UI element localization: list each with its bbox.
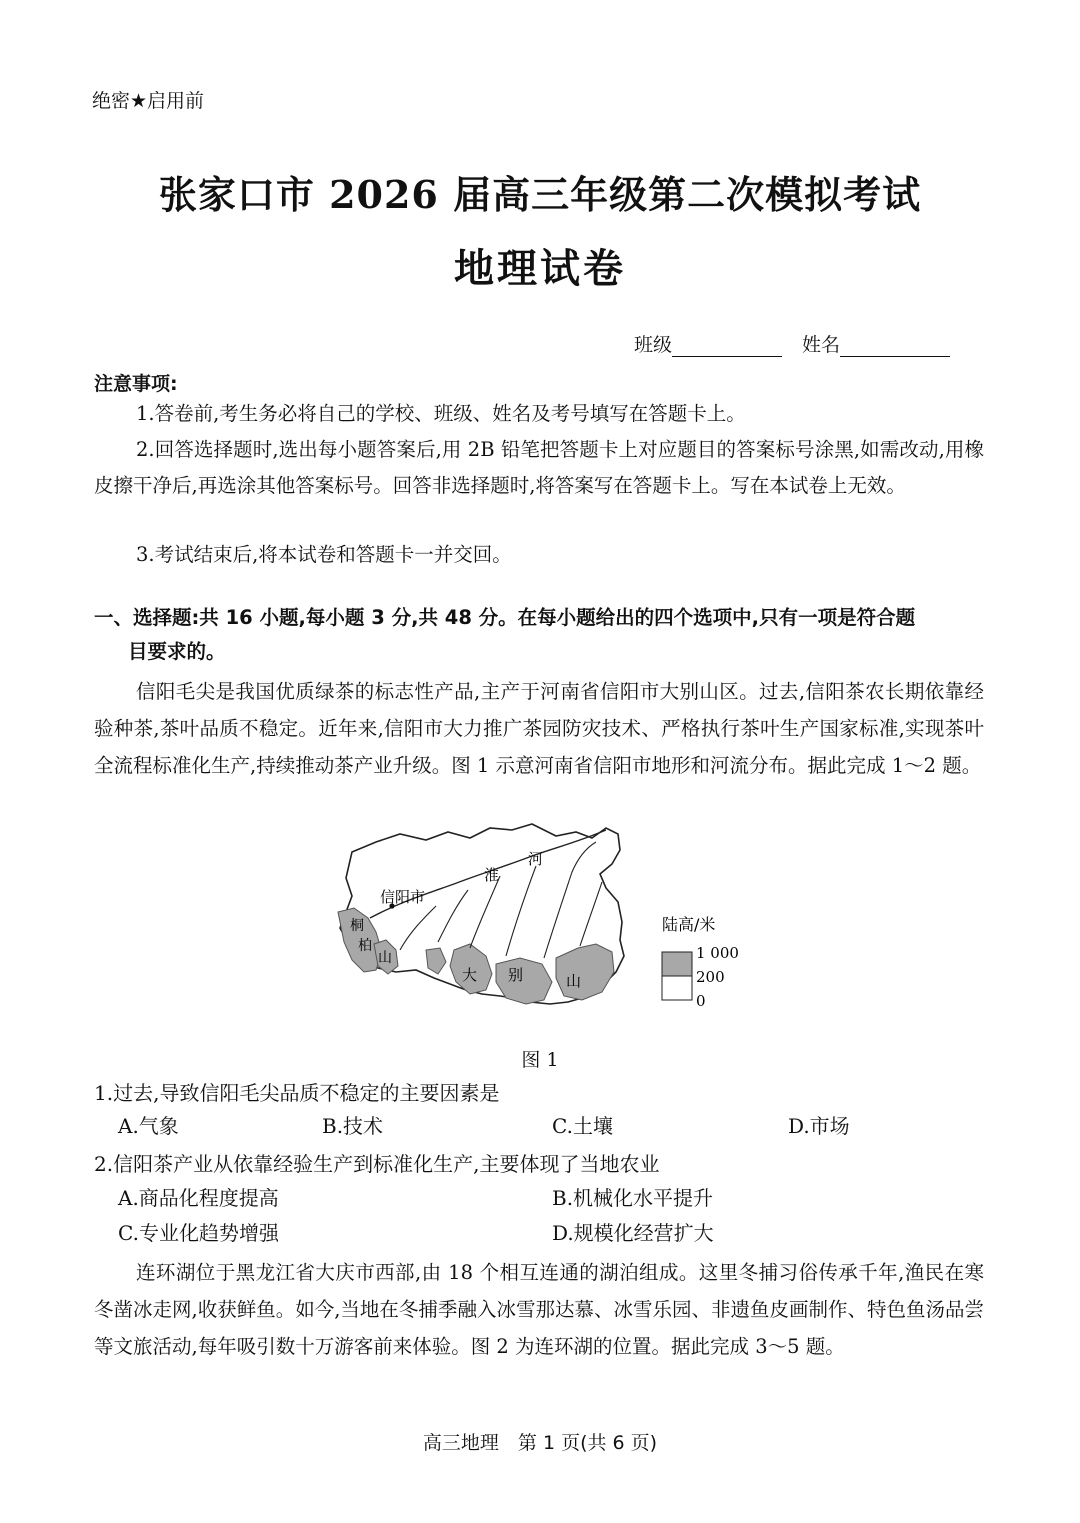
section-heading — [94, 601, 986, 669]
label-shan-2: 山 — [566, 972, 582, 990]
legend-title: 陆高/米 — [662, 915, 716, 934]
q2-option-b[interactable]: B.机械化水平提升 — [552, 1186, 714, 1210]
tributary-3 — [470, 876, 500, 948]
tributary-4 — [506, 866, 536, 956]
student-info-fields — [634, 330, 970, 357]
class-blank[interactable] — [672, 336, 782, 357]
label-bie: 别 — [508, 966, 524, 984]
q2-option-d[interactable]: D.规模化经营扩大 — [552, 1221, 714, 1245]
mountain-dabie-3 — [556, 944, 614, 1000]
legend-high-swatch — [662, 952, 692, 976]
passage-2: 连环湖位于黑龙江省大庆市西部,由 18 个相互连通的湖泊组成。这里冬捕习俗传承千年,渔民在寒冬凿冰走网,收获鲜鱼。如今,当地在冬捕季融入冰雪那达慕、冰雪乐园、非遗鱼皮画制作、特色鱼汤品尝等文旅活动,每年吸引数十万游客前来体验。图 2 为连环湖的位置。据此完成 3～5 题。 — [94, 1261, 984, 1358]
name-label: 姓名 — [802, 334, 841, 356]
legend-value-200: 200 — [696, 968, 725, 986]
q1-option-c[interactable]: C.土壤 — [552, 1114, 613, 1138]
note-item-3: 3.考试结束后,将本试卷和答题卡一并交回。 — [136, 543, 512, 566]
exam-title: 张家口市 2026 届高三年级第二次模拟考试 — [158, 172, 922, 217]
note-item-1: 1.答卷前,考生务必将自己的学校、班级、姓名及考号填写在答题卡上。 — [136, 402, 746, 425]
label-tong: 桐 — [350, 918, 364, 934]
label-bai: 柏 — [358, 938, 372, 954]
note-item-2: 2.回答选择题时,选出每小题答案后,用 2B 铅笔把答题卡上对应题目的答案标号涂黑,如需改动,用橡皮擦干净后,再选涂其他答案标号。回答非选择题时,将答案写在答题卡上。写在本试卷上无效。 — [94, 438, 984, 497]
q2-option-a[interactable]: A.商品化程度提高 — [118, 1186, 279, 1210]
figure-1-map — [330, 822, 760, 1034]
label-he: 河 — [528, 850, 544, 868]
page-footer: 高三地理 第 1 页(共 6 页) — [422, 1432, 658, 1454]
label-shan-1: 山 — [378, 950, 392, 966]
question-1-stem: 1.过去,导致信阳毛尖品质不稳定的主要因素是 — [94, 1081, 500, 1105]
tributary-5 — [544, 842, 596, 958]
q1-option-a[interactable]: A.气象 — [118, 1114, 179, 1138]
tributary-1 — [400, 906, 436, 950]
class-label: 班级 — [634, 334, 673, 356]
section-heading-line1: 一、选择题:共 16 小题,每小题 3 分,共 48 分。在每小题给出的四个选项中,只有一项是符合题 — [94, 606, 916, 629]
passage-1: 信阳毛尖是我国优质绿茶的标志性产品,主产于河南省信阳市大别山区。过去,信阳茶农长期依靠经验种茶,茶叶品质不稳定。近年来,信阳市大力推广茶园防灾技术、严格执行茶叶生产国家标准,实现茶叶全流程标准化生产,持续推动茶产业升级。图 1 示意河南省信阳市地形和河流分布。据此完成 1～2 题。 — [94, 680, 984, 777]
label-city: 信阳市 — [380, 888, 426, 906]
legend-value-0: 0 — [696, 992, 706, 1010]
label-huai: 淮 — [484, 866, 500, 884]
section-heading-line2: 目要求的。 — [128, 640, 226, 663]
confidential-mark: 绝密★启用前 — [92, 90, 205, 112]
q2-option-c[interactable]: C.专业化趋势增强 — [118, 1221, 279, 1245]
label-da: 大 — [462, 966, 478, 984]
figure-1-caption: 图 1 — [521, 1049, 559, 1071]
q1-option-b[interactable]: B.技术 — [322, 1114, 384, 1138]
legend-value-1000: 1 000 — [696, 944, 739, 962]
name-blank[interactable] — [840, 336, 950, 357]
question-2-stem: 2.信阳茶产业从依靠经验生产到标准化生产,主要体现了当地农业 — [94, 1152, 660, 1176]
q1-option-d[interactable]: D.市场 — [788, 1114, 850, 1138]
legend-low-swatch — [662, 976, 692, 1000]
tributary-2 — [438, 890, 468, 942]
mountain-dabie-4 — [426, 948, 446, 974]
tributary-6 — [580, 882, 602, 946]
notes-heading: 注意事项: — [94, 373, 178, 395]
subject-title: 地理试卷 — [454, 245, 626, 292]
